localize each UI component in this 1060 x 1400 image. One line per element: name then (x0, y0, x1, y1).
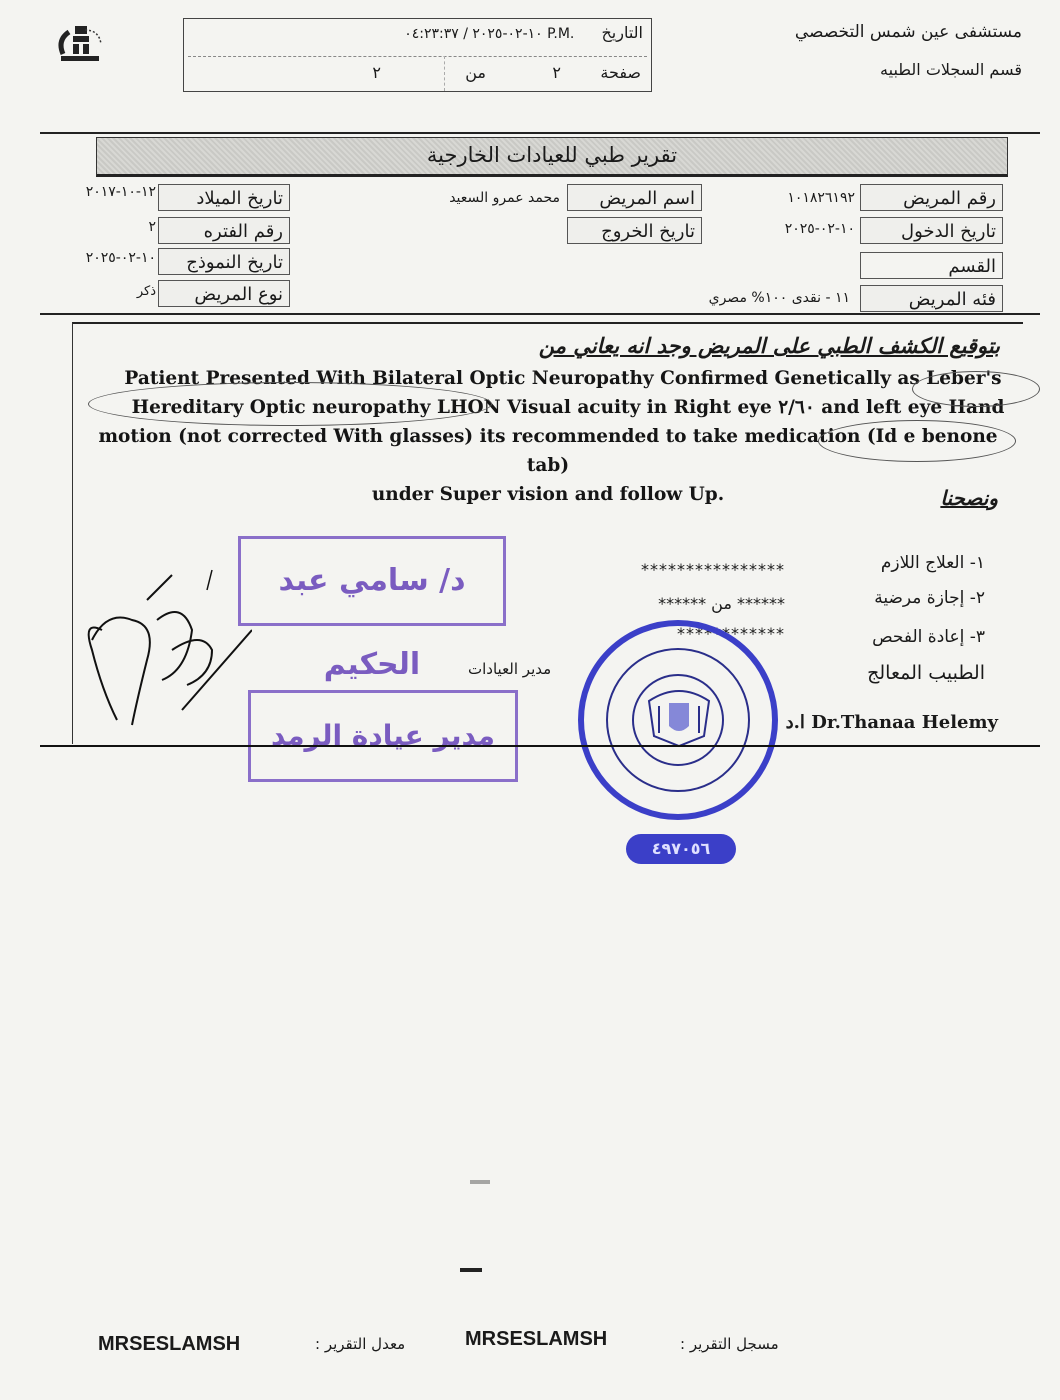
official-seal-icon (578, 620, 778, 820)
recommendation-value: ****** من ****** (658, 594, 785, 613)
form-date-label: تاريخ النموذج (158, 248, 290, 275)
patient-name-label: اسم المريض (567, 184, 702, 211)
discharge-date-label: تاريخ الخروج (567, 217, 702, 244)
recommendation-label: ٣- إعادة الفحص (872, 627, 985, 647)
recommendations-heading: ونصحنا (940, 486, 998, 510)
recommendation-value: **************** (641, 560, 785, 579)
hospital-name: مستشفى عين شمس التخصصي (794, 22, 1022, 42)
scan-artifact (460, 1268, 482, 1272)
modified-by-label: معدل التقرير : (315, 1335, 406, 1353)
report-info-box (183, 18, 652, 92)
form-date-value: ١٠-٠٢-٢٠٢٥ (85, 250, 156, 266)
admission-date-label: تاريخ الدخول (860, 217, 1003, 244)
page-total: ٢ (372, 63, 381, 82)
birth-date-value: ١٢-١٠-٢٠١٧ (85, 184, 156, 200)
registered-by-label: مسجل التقرير : (680, 1335, 779, 1353)
period-number-value: ٢ (148, 219, 156, 235)
circle-annotation (88, 382, 492, 426)
patient-gender-label: نوع المريض (158, 280, 290, 307)
admission-date-value: ١٠-٠٢-٢٠٢٥ (784, 221, 855, 237)
diagnosis-line: motion (not corrected With glasses) its recommended to take medication (Id e benone tab) (98, 426, 998, 476)
scan-artifact (470, 1180, 490, 1184)
signature-icon (62, 560, 252, 734)
clinics-director-label: مدير العيادات (468, 660, 552, 678)
period-number-label: رقم الفتره (158, 217, 290, 244)
ophthalmology-director-stamp: مدير عيادة الرمد (248, 690, 518, 782)
date-value: ١٠-٠٢-٢٠٢٥ / ٠٤:٢٣:٣٧ P.M. (404, 26, 575, 42)
patient-number-label: رقم المريض (860, 184, 1003, 211)
circle-annotation (818, 420, 1016, 462)
birth-date-label: تاريخ الميلاد (158, 184, 290, 211)
patient-category-label: فئه المريض (860, 285, 1003, 312)
modified-by-value: MRSESLAMSH (98, 1333, 241, 1355)
patient-name-value: محمد عمرو السعيد (449, 190, 560, 206)
department-name: قسم السجلات الطبيه (880, 60, 1022, 79)
page-of-label: من (465, 63, 486, 82)
doctor-name-stamp: د/ سامي عبد الحكيم (238, 536, 506, 626)
diagnosis-line: Patient Presented With Bilateral Optic Neuropathy Confirmed Genetically as Leber's (124, 368, 1002, 389)
department-label: القسم (860, 252, 1003, 279)
recommendation-label: ١- العلاج اللازم (880, 553, 985, 573)
date-label: التاريخ (601, 23, 643, 42)
diagnosis-line: under Super vision and follow Up. (371, 484, 725, 505)
treating-doctor-name: ا.د Dr.Thanaa Helemy (785, 712, 998, 733)
diagnosis-line: Hereditary Optic neuropathy LHON Visual acuity in Right eye ٢/٦٠ and left eye Hand (131, 397, 1005, 418)
divider (40, 313, 1040, 315)
divider (40, 745, 1040, 747)
patient-category-value: ١١ - نقدى ١٠٠% مصري (708, 290, 850, 306)
page-current: ٢ (552, 63, 561, 82)
hospital-logo-icon (55, 22, 105, 64)
patient-number-value: ١٠١٨٢٦١٩٢ (787, 190, 855, 206)
treating-doctor-label: الطبيب المعالج (867, 662, 985, 684)
recommendation-label: ٢- إجازة مرضية (874, 588, 985, 608)
registered-by-value: MRSESLAMSH (465, 1328, 608, 1350)
divider (40, 132, 1040, 134)
page-label: صفحة (600, 63, 641, 82)
report-title: تقرير طبي للعيادات الخارجية (96, 137, 1008, 177)
patient-gender-value: ذكر (136, 284, 156, 299)
recommendation-value: ************ (677, 624, 785, 643)
seal-number: ٤٩٧٠٥٦ (626, 834, 736, 864)
circle-annotation (912, 371, 1040, 407)
diagnosis-heading: بتوقيع الكشف الطبي على المريض وجد انه يعاني من (538, 334, 1000, 358)
